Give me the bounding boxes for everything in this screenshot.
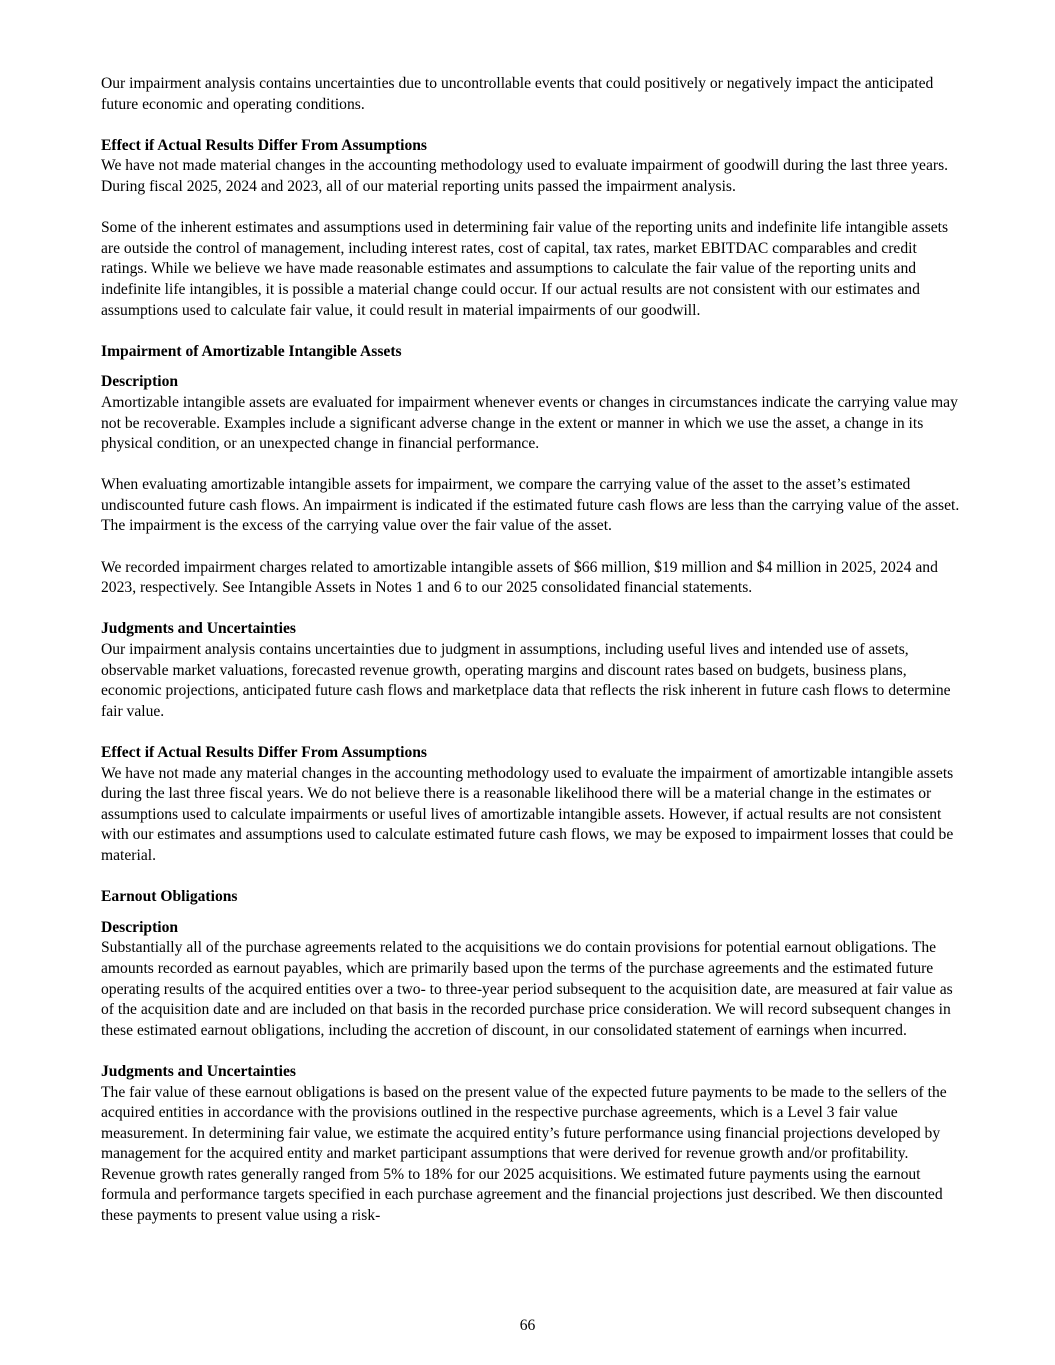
effect-section-goodwill	[101, 136, 963, 198]
section-title-amortizable: Impairment of Amortizable Intangible Assets	[101, 342, 402, 360]
paragraph-goodwill-methodology: We have not made material changes in the accounting methodology used to evaluate impairment of goodwill during the last three years. During fiscal 2025, 2024 and 2023, all of our material reporting units passed the impairment analysis.	[101, 157, 949, 195]
judgments-section-amortizable	[101, 619, 963, 722]
heading-judgments-amortizable: Judgments and Uncertainties	[101, 620, 296, 638]
paragraph-carrying-value-comparison: When evaluating amortizable intangible assets for impairment, we compare the carrying value of the asset to the asset’s estimated undiscounted future cash flows. An impairment is indicated if the estimated future cash flows are less than the carrying value of the asset. The impairment is the excess of the carrying value over the fair value of the asset.	[101, 476, 960, 535]
judgments-section-earnout	[101, 1062, 963, 1227]
page-number: 66	[519, 1317, 536, 1334]
document-body	[101, 74, 963, 1247]
paragraph-inherent-estimates: Some of the inherent estimates and assumptions used in determining fair value of the reporting units and indefinite life intangible assets are outside the control of management, including interest rates, cost of capital, tax rates, market EBITDAC comparables and credit ratings. While we believe we have made reasonable estimates and assumptions to calculate the fair value of the reporting units and indefinite life intangibles, it is possible a material change could occur. If our actual results are not consistent with our estimates and assumptions used to calculate fair value, it could result in material impairments of our goodwill.	[101, 219, 949, 319]
section-title-earnout: Earnout Obligations	[101, 888, 238, 906]
heading-description-earnout: Description	[101, 918, 179, 936]
heading-effect-goodwill: Effect if Actual Results Differ From Assumptions	[101, 136, 427, 154]
paragraph-earnout-fair-value: The fair value of these earnout obligations is based on the present value of the expected future payments to be made to the sellers of the acquired entities in accordance with the provisions outlined in the respective purchase agreements, which is a Level 3 fair value measurement. In determining fair value, we estimate the acquired entity’s future performance using financial projections developed by management for the acquired entity and market participant assumptions that were derived for revenue growth and/or profitability. Revenue growth rates generally ranged from 5% to 18% for our 2025 acquisitions. We estimated future payments using the earnout formula and performance targets specified in each purchase agreement and the financial projections just described. We then discounted these payments to present value using a risk-	[101, 1083, 947, 1225]
paragraph-impairment-charges: We recorded impairment charges related to amortizable intangible assets of $66 million, $19 million and $4 million in 2025, 2024 and 2023, respectively. See Intangible Assets in Notes 1 and 6 to our 2025 consolidated financial statements.	[101, 558, 938, 597]
description-section-earnout	[101, 918, 963, 1042]
description-section-amortizable	[101, 372, 963, 454]
heading-judgments-earnout: Judgments and Uncertainties	[101, 1062, 296, 1080]
paragraph-earnout-provisions: Substantially all of the purchase agreements related to the acquisitions we do contain provisions for potential earnout obligations. The amounts recorded as earnout payables, which are primarily based upon the terms of the purchase agreements and the estimated future operating results of the acquired entities over a two- to three-year period subsequent to the acquisition date, are measured at fair value as of the acquisition date and are included on that basis in the recorded purchase price consideration. We will record subsequent changes in these estimated earnout obligations, including the accretion of discount, in our consolidated statement of earnings when incurred.	[101, 939, 953, 1039]
heading-description-amortizable: Description	[101, 373, 179, 391]
paragraph-judgment-assumptions: Our impairment analysis contains uncertainties due to judgment in assumptions, including useful lives and intended use of assets, observable market valuations, forecasted revenue growth, operating margins and discount rates based on budgets, business plans, economic projections, anticipated future cash flows and marketplace data that reflects the risk inherent in future cash flows to determine fair value.	[101, 641, 951, 720]
heading-effect-amortizable: Effect if Actual Results Differ From Assumptions	[101, 744, 427, 761]
paragraph-amortizable-methodology: We have not made any material changes in the accounting methodology used to evaluate the impairment of amortizable intangible assets during the last three fiscal years. We do not believe there is a reasonable likelihood there will be a material change in the estimates or assumptions used to calculate impairments or useful lives of amortizable intangible assets. However, if actual results are not consistent with our estimates and assumptions used to calculate estimated future cash flows, we may be exposed to impairment losses that could be material.	[101, 764, 954, 864]
paragraph-amortizable-evaluation: Amortizable intangible assets are evaluated for impairment whenever events or changes in circumstances indicate the carrying value may not be recoverable. Examples include a significant adverse change in the extent or manner in which we use the asset, a change in its physical condition, or an unexpected change in financial performance.	[101, 393, 958, 453]
paragraph-uncertainties-intro: Our impairment analysis contains uncertainties due to uncontrollable events that could positively or negatively impact the anticipated future economic and operating conditions.	[101, 75, 934, 113]
effect-section-amortizable	[101, 743, 963, 867]
